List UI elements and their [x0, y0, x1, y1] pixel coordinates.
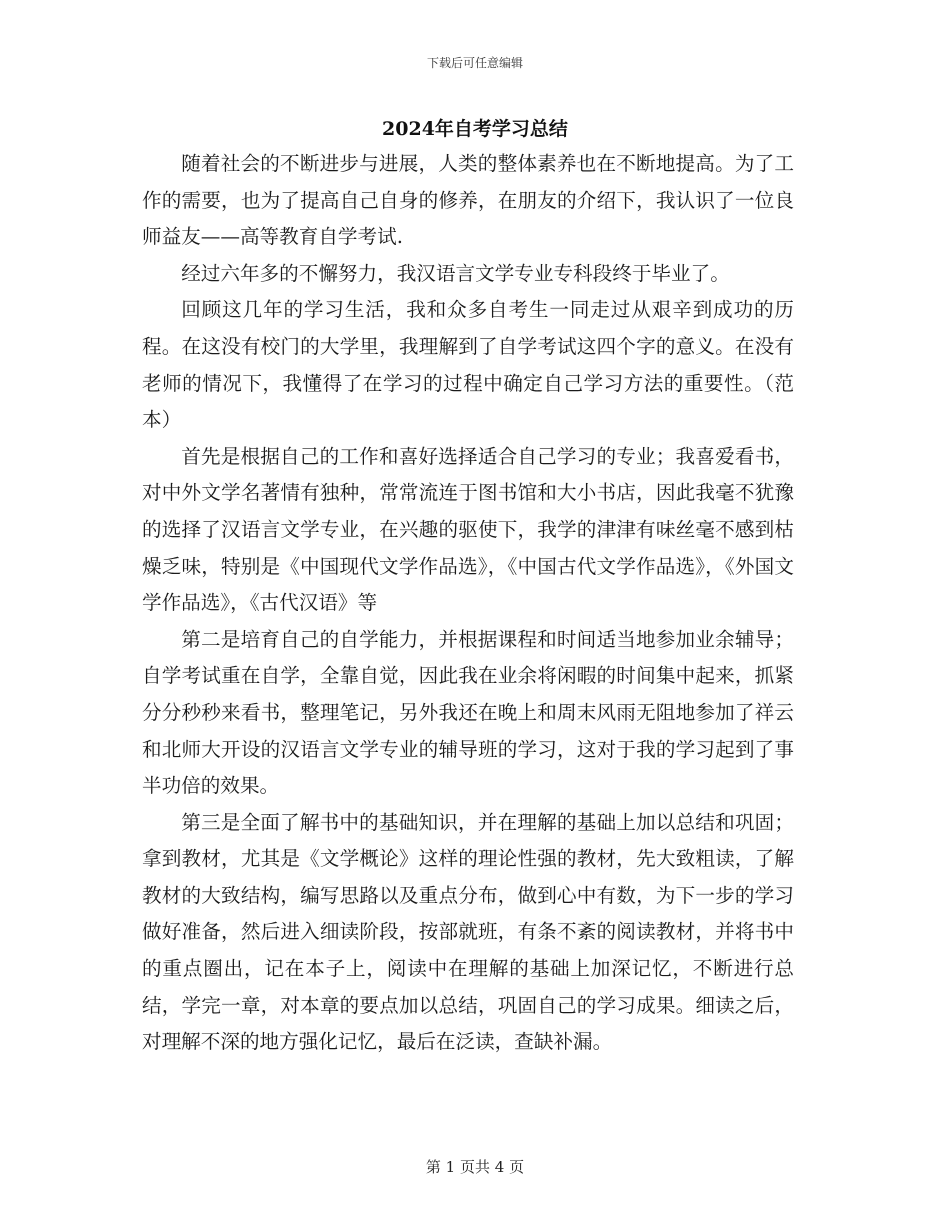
paragraph: 第二是培育自己的自学能力，并根据课程和时间适当地参加业余辅导；自学考试重在自学，全靠自觉，因此我在业余将闲暇的时间集中起来，抓紧分分秒秒来看书，整理笔记，另外我还在晚上和周末风雨无阻地参加了祥云和北师大开设的汉语言文学专业的辅导班的学习，这对于我的学习起到了事半功倍的效果。 — [142, 627, 794, 798]
paragraph: 回顾这几年的学习生活，我和众多自考生一同走过从艰辛到成功的历程。在这没有校门的大学里，我理解到了自学考试这四个字的意义。在没有老师的情况下，我懂得了在学习的过程中确定自己学习方法的重要性。（范本） — [142, 298, 794, 432]
paragraph: 随着社会的不断进步与进展，人类的整体素养也在不断地提高。为了工作的需要，也为了提高自己自身的修养，在朋友的介绍下，我认识了一位良师益友——高等教育自学考试. — [142, 152, 794, 249]
paragraph: 第三是全面了解书中的基础知识，并在理解的基础上加以总结和巩固；拿到教材，尤其是《文学概论》这样的理论性强的教材，先大致粗读，了解教材的大致结构，编写思路以及重点分布，做到心中有数，为下一步的学习做好准备，然后进入细读阶段，按部就班，有条不紊的阅读教材，并将书中的重点圈出，记在本子上，阅读中在理解的基础上加深记忆，不断进行总结，学完一章，对本章的要点加以总结，巩固自己的学习成果。细读之后，对理解不深的地方强化记忆，最后在泛读，查缺补漏。 — [142, 810, 794, 1054]
page-number: 第 1 页共 4 页 — [425, 1158, 525, 1176]
header-note: 下载后可任意编辑 — [426, 56, 523, 70]
document-title: 2024年自考学习总结 — [382, 118, 568, 140]
paragraph: 首先是根据自己的工作和喜好选择适合自己学习的专业；我喜爱看书，对中外文学名著情有独种，常常流连于图书馆和大小书店，因此我毫不犹豫的选择了汉语言文学专业，在兴趣的驱使下，我学的津津有味丝毫不感到枯燥乏味，特别是《中国现代文学作品选》，《中国古代文学作品选》，《外国文学作品选》，《古代汉语》等 — [142, 444, 794, 615]
paragraph: 经过六年多的不懈努力，我汉语言文学专业专科段终于毕业了。 — [181, 261, 730, 285]
document-body — [142, 146, 794, 1061]
